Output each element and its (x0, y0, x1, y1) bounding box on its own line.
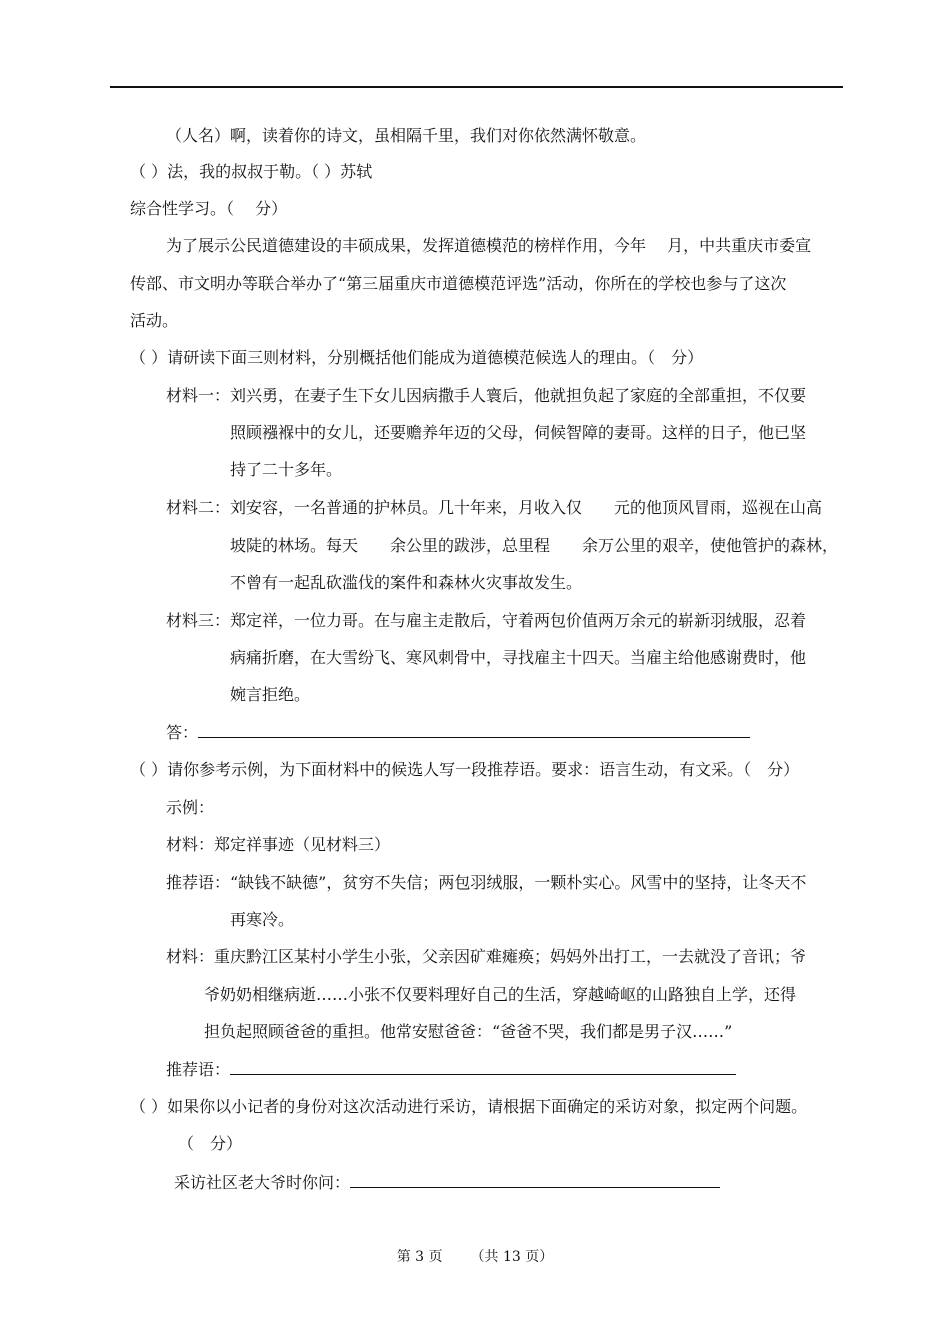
question-1: （ ）请研读下面三则材料，分别概括他们能成为道德模范候选人的理由。（ 分） (130, 348, 704, 367)
material-2-line: 材料二：刘安容，一名普通的护林员。几十年来，月收入仅 元的他顶风冒雨，巡视在山高 (166, 498, 823, 517)
example-label: 示例： (166, 798, 215, 817)
interview-label: 采访社区老大爷时你问： (174, 1173, 351, 1192)
example-recommendation: 再寒冷。 (230, 910, 295, 929)
material-4-line: 材料：重庆黔江区某村小学生小张，父亲因矿难瘫痪；妈妈外出打工，一去就没了音讯；爷 (166, 947, 807, 966)
material-1-line: 持了二十多年。 (230, 460, 343, 479)
example-material: 材料：郑定祥事迹（见材料三） (166, 835, 391, 854)
material-2-line: 坡陡的林场。每天 余公里的跋涉，总里程 余万公里的艰辛，使他管护的森林， (230, 536, 839, 555)
recommendation-row (166, 1059, 736, 1081)
material-3-line: 婉言拒绝。 (230, 685, 311, 704)
material-1-line: 照顾襁褓中的女儿，还要赡养年迈的父母，伺候智障的妻哥。这样的日子，他已坚 (230, 423, 807, 442)
material-3-line: 病痛折磨，在大雪纷飞、寒风刺骨中，寻找雇主十四天。当雇主给他感谢费时，他 (230, 648, 807, 667)
material-2-line: 不曾有一起乱砍滥伐的案件和森林火灾事故发生。 (230, 573, 583, 592)
header-rule (110, 86, 843, 88)
section-heading: 综合性学习。（ 分） (130, 199, 288, 218)
text-line: （人名）啊，读着你的诗文，虽相隔千里，我们对你依然满怀敬意。 (166, 126, 647, 145)
text-line: 活动。 (130, 311, 179, 330)
material-1-line: 材料一：刘兴勇，在妻子生下女儿因病撒手人寰后，他就担负起了家庭的全部重担，不仅要 (166, 386, 807, 405)
page-total: （共 13 页） (470, 1249, 554, 1265)
question-3-score: （ 分） (178, 1134, 243, 1153)
text-line: 传部、市文明办等联合举办了“第三届重庆市道德模范评选”活动，你所在的学校也参与了这次 (130, 274, 787, 293)
material-4-line: 爷奶奶相继病逝……小张不仅要料理好自己的生活，穿越崎岖的山路独自上学，还得 (204, 985, 797, 1004)
question-3: （ ）如果你以小记者的身份对这次活动进行采访，请根据下面确定的采访对象，拟定两个问题。 (130, 1097, 808, 1116)
question-2: （ ）请你参考示例，为下面材料中的候选人写一段推荐语。要求：语言生动，有文采。（ 分） (130, 760, 800, 779)
answer-label: 答： (166, 723, 199, 742)
text-line: 为了展示公民道德建设的丰硕成果，发挥道德模范的榜样作用，今年 月，中共重庆市委宣 (166, 236, 812, 255)
recommendation-blank[interactable] (230, 1060, 736, 1075)
answer-row (166, 722, 750, 744)
interview-row (174, 1172, 720, 1194)
material-3-line: 材料三：郑定祥，一位力哥。在与雇主走散后，守着两包价值两万余元的崭新羽绒服，忍着 (166, 611, 807, 630)
interview-blank[interactable] (350, 1173, 720, 1188)
answer-blank[interactable] (198, 723, 750, 738)
recommendation-label: 推荐语： (166, 1060, 231, 1079)
page-footer (0, 1248, 950, 1266)
example-recommendation: 推荐语：“缺钱不缺德”，贫穷不失信；两包羽绒服，一颗朴实心。风雪中的坚持，让冬天不 (166, 873, 807, 892)
text-line: （ ）法，我的叔叔于勒。（ ）苏轼 (130, 162, 373, 181)
material-4-line: 担负起照顾爸爸的重担。他常安慰爸爸：“爸爸不哭，我们都是男子汉……” (204, 1022, 733, 1041)
page-number: 第 3 页 (396, 1249, 443, 1265)
